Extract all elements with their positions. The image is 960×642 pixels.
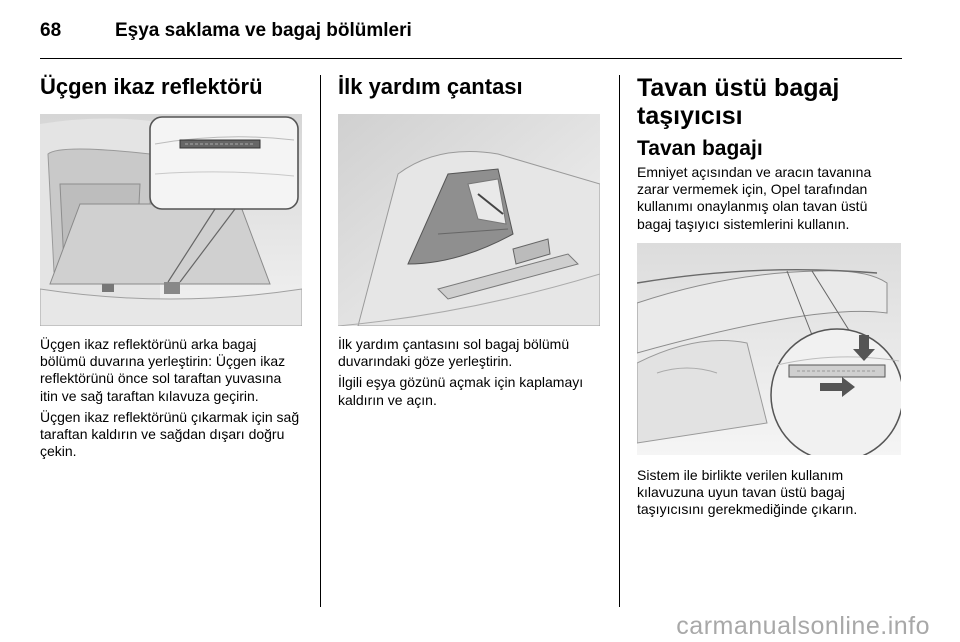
column-first-aid-kit (338, 74, 600, 409)
column-roof-rack (637, 74, 901, 518)
body-paragraph: Emniyet açısından ve aracın tavanına zarar vermemek için, Opel tarafından kullanımı onaylanmış olan tavan üstü bagaj taşıyıcı sistemlerini kullanın. (637, 164, 872, 232)
first-aid-kit-text (338, 336, 600, 409)
body-paragraph: Sistem ile birlikte verilen kullanım kılavuzuna uyun tavan üstü bagaj taşıyıcısını gerekmediğinde çıkarın. (637, 466, 858, 518)
warning-triangle-illustration (40, 114, 302, 326)
watermark: carmanualsonline.info (676, 612, 930, 640)
section-heading-roof-rack-line2: taşıyıcısı (637, 102, 743, 130)
column-divider-2 (619, 75, 620, 607)
first-aid-kit-illustration (338, 114, 600, 326)
body-paragraph: İlk yardım çantasını sol bagaj bölümü duvarındaki göze yerleştirin. (338, 336, 570, 370)
body-paragraph: Üçgen ikaz reflektörünü arka bagaj bölümü duvarına yerleştirin: Üçgen ikaz reflektörünü önce sol taraftan yuvasına itin ve sağ taraftan kılavuza geçirin. (40, 336, 286, 404)
roof-rack-illustration (637, 243, 901, 455)
section-heading-warning-triangle: Üçgen ikaz reflektörü (40, 74, 263, 99)
body-paragraph: Üçgen ikaz reflektörünü çıkarmak için sağ taraftan kaldırın ve sağdan dışarı doğru çekin. (40, 408, 300, 460)
section-heading-roof-rack (637, 74, 901, 130)
column-warning-triangle (40, 74, 302, 460)
page-header (40, 20, 920, 48)
section-heading-roof-rack-line1: Tavan üstü bagaj (637, 74, 840, 102)
section-heading-first-aid-kit: İlk yardım çantası (338, 74, 523, 99)
warning-triangle-text (40, 336, 302, 460)
subheading-roof-luggage: Tavan bagajı (637, 137, 763, 160)
running-title: Eşya saklama ve bagaj bölümleri (115, 20, 412, 41)
body-paragraph: İlgili eşya gözünü açmak için kaplamayı kaldırın ve açın. (338, 374, 584, 408)
page-number: 68 (40, 20, 62, 41)
header-rule (40, 58, 902, 59)
column-divider-1 (320, 75, 321, 607)
